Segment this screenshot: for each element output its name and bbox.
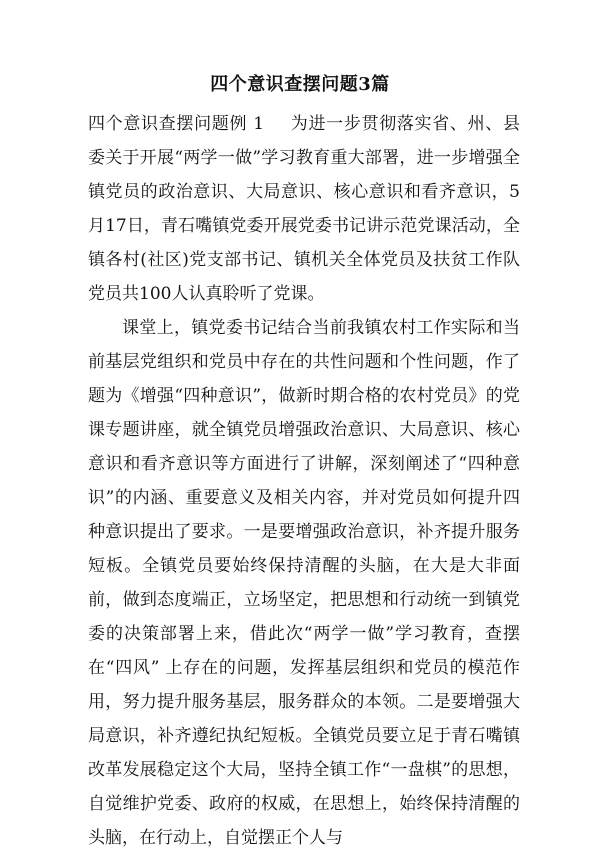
document-body — [88, 107, 520, 855]
paragraph-1 — [88, 107, 520, 311]
document-title: 四个意识查摆问题3篇 — [210, 74, 390, 95]
example-label: 四个意识查摆问题例 1 — [88, 114, 265, 134]
paragraph-2: 课堂上，镇党委书记结合当前我镇农村工作实际和当前基层党组织和党员中存在的共性问题和个性问题，作了题为《增强“四种意识”，做新时期合格的农村党员》的党课专题讲座，就全镇党员增强政治意识、大局意识、核心意识和看齐意识等方面进行了讲解，深刻阐述了“四种意识”的内涵、重要意义及相关内容，并对党员如何提升四种意识提出了要求。一是要增强政治意识，补齐提升服务短板。全镇党员要始终保持清醒的头脑，在大是大非面前，做到态度端正，立场坚定，把思想和行动统一到镇党委的决策部署上来，借此次“两学一做”学习教育，查摆在“四风” 上存在的问题，发挥基层组织和党员的模范作用，努力提升服务基层，服务群众的本领。二是要增强大局意识，补齐遵纪执纪短板。全镇党员要立足于青石嘴镇改革发展稳定这个大局，坚持全镇工作“一盘棋”的思想，自觉维护党委、政府的权威，在思想上，始终保持清醒的头脑，在行动上，自觉摆正个人与 — [88, 318, 520, 848]
paragraph-1-text: 为进一步贯彻落实省、州、县委关于开展“两学一做”学习教育重大部署，进一步增强全镇党员的政治意识、大局意识、核心意识和看齐意识，5月17日，青石嘴镇党委开展党委书记讲示范党课活动，全镇各村(社区)党支部书记、镇机关全体党员及扶贫工作队党员共100人认真聆听了党课。 — [88, 114, 520, 304]
